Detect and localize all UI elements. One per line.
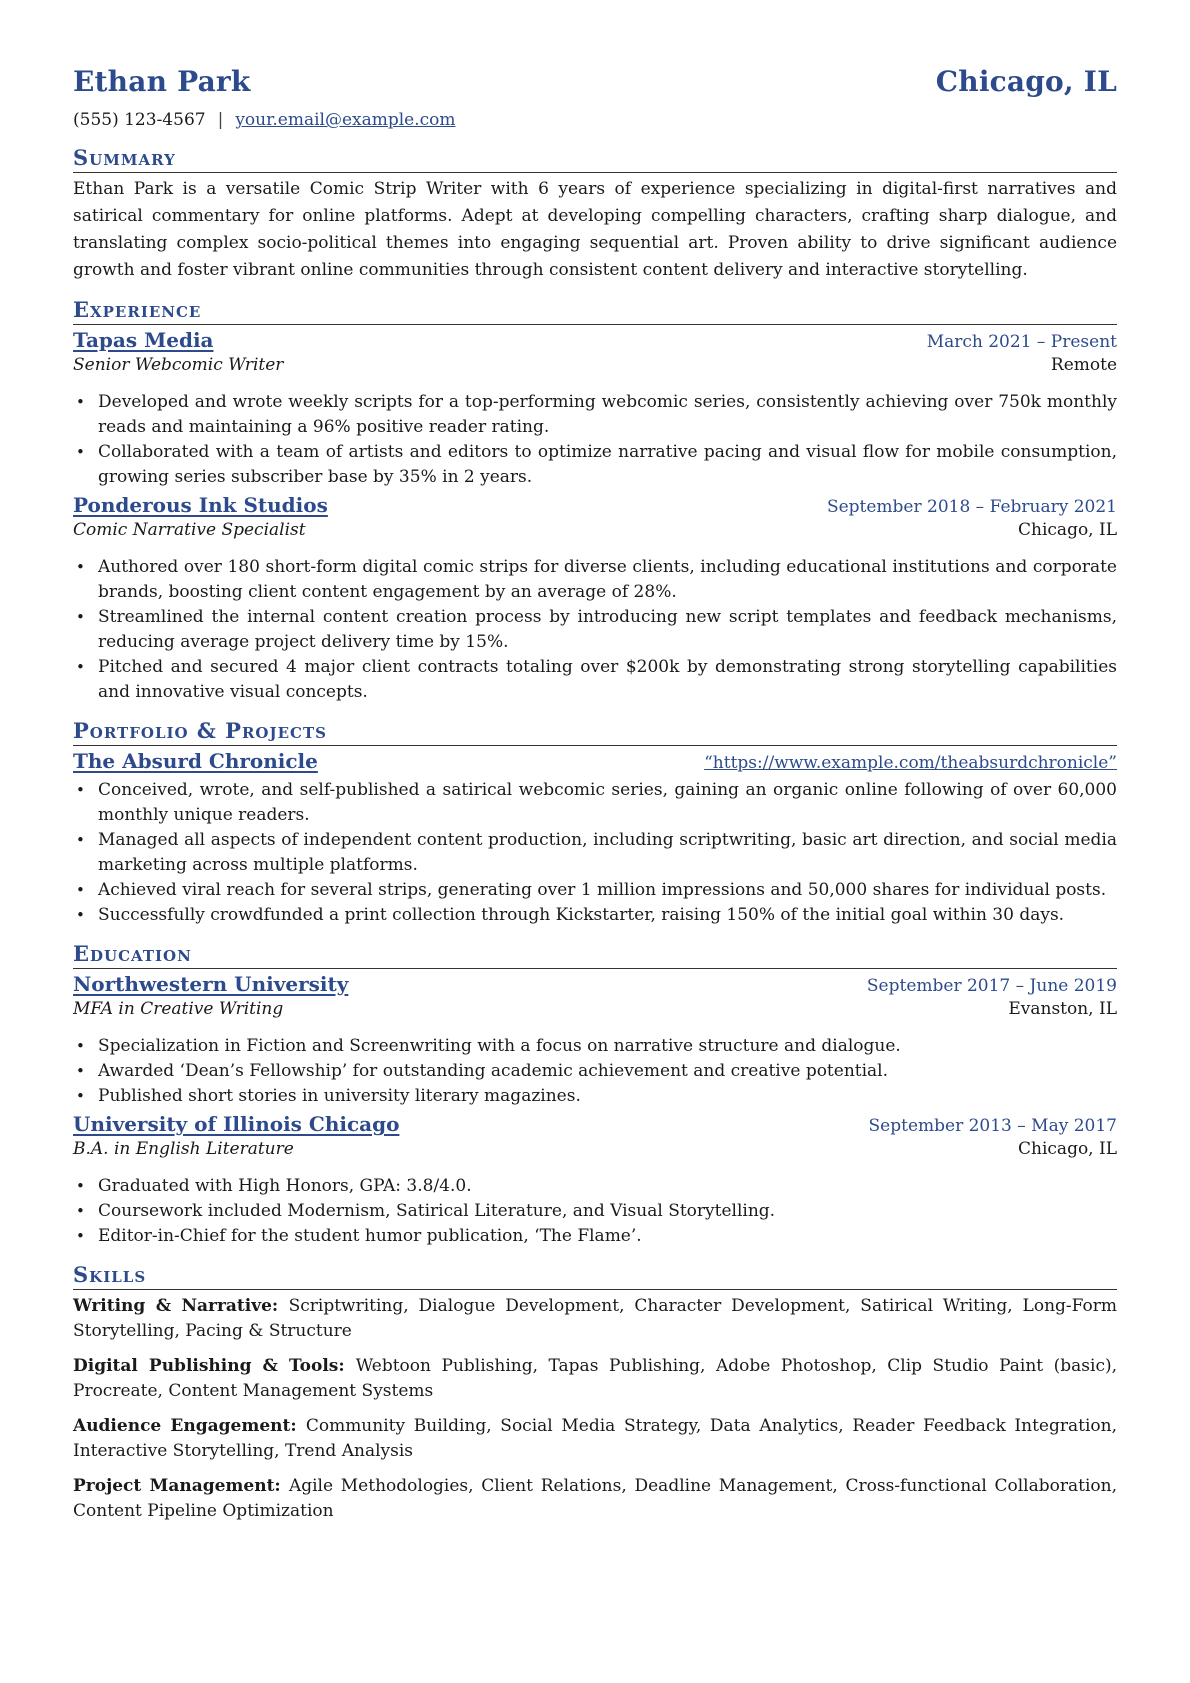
bullet-item: • Specialization in Fiction and Screenwriting with a focus on narrative structure and dialogue. xyxy=(73,1034,1117,1059)
contact-line xyxy=(73,108,1117,132)
skill-group-items: Scriptwriting, Dialogue Development, Character Development, Satirical Writing, Long-Form Storytelling, Pacing & Structure xyxy=(73,1296,1117,1341)
skills-section xyxy=(73,1261,1117,1524)
bullet-item: • Graduated with High Honors, GPA: 3.8/4.0. xyxy=(73,1174,1117,1199)
summary-section xyxy=(73,144,1117,284)
education-section xyxy=(73,940,1117,1249)
bullet-item: • Collaborated with a team of artists and editors to optimize narrative pacing and visual flow for mobile consumption, growing series subscriber base by 35% in 2 years. xyxy=(73,440,1117,490)
resume-header xyxy=(73,58,1117,98)
bullet-item: • Managed all aspects of independent content production, including scriptwriting, basic art direction, and social media marketing across multiple platforms. xyxy=(73,828,1117,878)
bullet-item: • Editor-in-Chief for the student humor publication, ‘The Flame’. xyxy=(73,1224,1117,1249)
summary-heading: Summary xyxy=(73,144,1117,173)
date-range: March 2021 – Present xyxy=(926,332,1117,352)
candidate-location: Chicago, IL xyxy=(935,65,1117,98)
skill-group xyxy=(73,1354,1117,1404)
skill-group-items: Agile Methodologies, Client Relations, Deadline Management, Cross-functional Collaboration, Content Pipeline Optimization xyxy=(73,1476,1117,1521)
bullet-item: • Developed and wrote weekly scripts for a top-performing webcomic series, consistently achieving over 750k monthly reads and maintaining a 96% positive reader rating. xyxy=(73,390,1117,440)
bullet-item: • Coursework included Modernism, Satirical Literature, and Visual Storytelling. xyxy=(73,1199,1117,1224)
bullet-item: • Streamlined the internal content creation process by introducing new script templates and feedback mechanisms, reducing average project delivery time by 15%. xyxy=(73,605,1117,655)
skill-group-label: Project Management: xyxy=(73,1476,289,1496)
skill-group-items: Webtoon Publishing, Tapas Publishing, Adobe Photoshop, Clip Studio Paint (basic), Procreate, Content Management Systems xyxy=(73,1356,1118,1401)
skill-group-label: Writing & Narrative: xyxy=(73,1296,289,1316)
email-link[interactable]: your.email@example.com xyxy=(235,110,456,130)
project-url-link[interactable]: “https://www.example.com/theabsurdchronicle” xyxy=(704,753,1117,773)
bullet-list xyxy=(73,778,1117,928)
skills-heading: Skills xyxy=(73,1261,1117,1290)
bullet-list xyxy=(73,1174,1117,1249)
experience-section xyxy=(73,296,1117,705)
bullet-item: • Authored over 180 short-form digital comic strips for diverse clients, including educational institutions and corporate brands, boosting client content engagement by an average of 28%. xyxy=(73,555,1117,605)
school-location: Evanston, IL xyxy=(1008,999,1117,1019)
skill-group xyxy=(73,1294,1117,1344)
school-link[interactable]: Northwestern University xyxy=(73,972,349,996)
bullet-list xyxy=(73,555,1117,705)
date-range: September 2013 – May 2017 xyxy=(868,1116,1117,1136)
company-link[interactable]: Ponderous Ink Studios xyxy=(73,493,328,517)
job-title: Senior Webcomic Writer xyxy=(73,355,284,375)
experience-heading: Experience xyxy=(73,296,1117,325)
education-heading: Education xyxy=(73,940,1117,969)
bullet-item: • Awarded ‘Dean’s Fellowship’ for outstanding academic achievement and creative potential. xyxy=(73,1059,1117,1084)
bullet-item: • Achieved viral reach for several strips, generating over 1 million impressions and 50,000 shares for individual posts. xyxy=(73,878,1117,903)
bullet-list xyxy=(73,1034,1117,1109)
contact-separator: | xyxy=(217,110,224,130)
project-entry xyxy=(73,749,1117,928)
job-location: Chicago, IL xyxy=(1018,520,1117,540)
school-location: Chicago, IL xyxy=(1018,1139,1117,1159)
bullet-item: • Pitched and secured 4 major client contracts totaling over $200k by demonstrating strong storytelling capabilities and innovative visual concepts. xyxy=(73,655,1117,705)
bullet-item: • Successfully crowdfunded a print collection through Kickstarter, raising 150% of the initial goal within 30 days. xyxy=(73,903,1117,928)
skill-group-label: Audience Engagement: xyxy=(73,1416,306,1436)
job-title: Comic Narrative Specialist xyxy=(73,520,306,540)
bullet-item: • Published short stories in university literary magazines. xyxy=(73,1084,1117,1109)
education-entry xyxy=(73,972,1117,1109)
skill-group xyxy=(73,1474,1117,1524)
date-range: September 2017 – June 2019 xyxy=(866,976,1117,996)
experience-entry xyxy=(73,328,1117,490)
skill-group xyxy=(73,1414,1117,1464)
project-name-link[interactable]: The Absurd Chronicle xyxy=(73,749,318,773)
summary-text: Ethan Park is a versatile Comic Strip Writer with 6 years of experience specializing in digital-first narratives and satirical commentary for online platforms. Adept at developing compelling characters, crafting sharp dialogue, and translating complex socio-political themes into engaging sequential art. Proven ability to drive significant audience growth and foster vibrant online communities through consistent content delivery and interactive storytelling. xyxy=(73,179,1117,280)
degree: MFA in Creative Writing xyxy=(73,999,284,1019)
bullet-item: • Conceived, wrote, and self-published a satirical webcomic series, gaining an organic online following of over 60,000 monthly unique readers. xyxy=(73,778,1117,828)
phone-number: (555) 123-4567 xyxy=(73,110,206,130)
projects-section xyxy=(73,717,1117,928)
skill-group-items: Community Building, Social Media Strategy, Data Analytics, Reader Feedback Integration, Interactive Storytelling, Trend Analysis xyxy=(73,1416,1117,1461)
candidate-name: Ethan Park xyxy=(73,65,251,98)
degree: B.A. in English Literature xyxy=(73,1139,294,1159)
projects-heading: Portfolio & Projects xyxy=(73,717,1117,746)
experience-entry xyxy=(73,493,1117,705)
date-range: September 2018 – February 2021 xyxy=(826,497,1117,517)
school-link[interactable]: University of Illinois Chicago xyxy=(73,1112,400,1136)
education-entry xyxy=(73,1112,1117,1249)
skill-group-label: Digital Publishing & Tools: xyxy=(73,1356,356,1376)
bullet-list xyxy=(73,390,1117,490)
company-link[interactable]: Tapas Media xyxy=(73,328,214,352)
job-location: Remote xyxy=(1050,355,1117,375)
